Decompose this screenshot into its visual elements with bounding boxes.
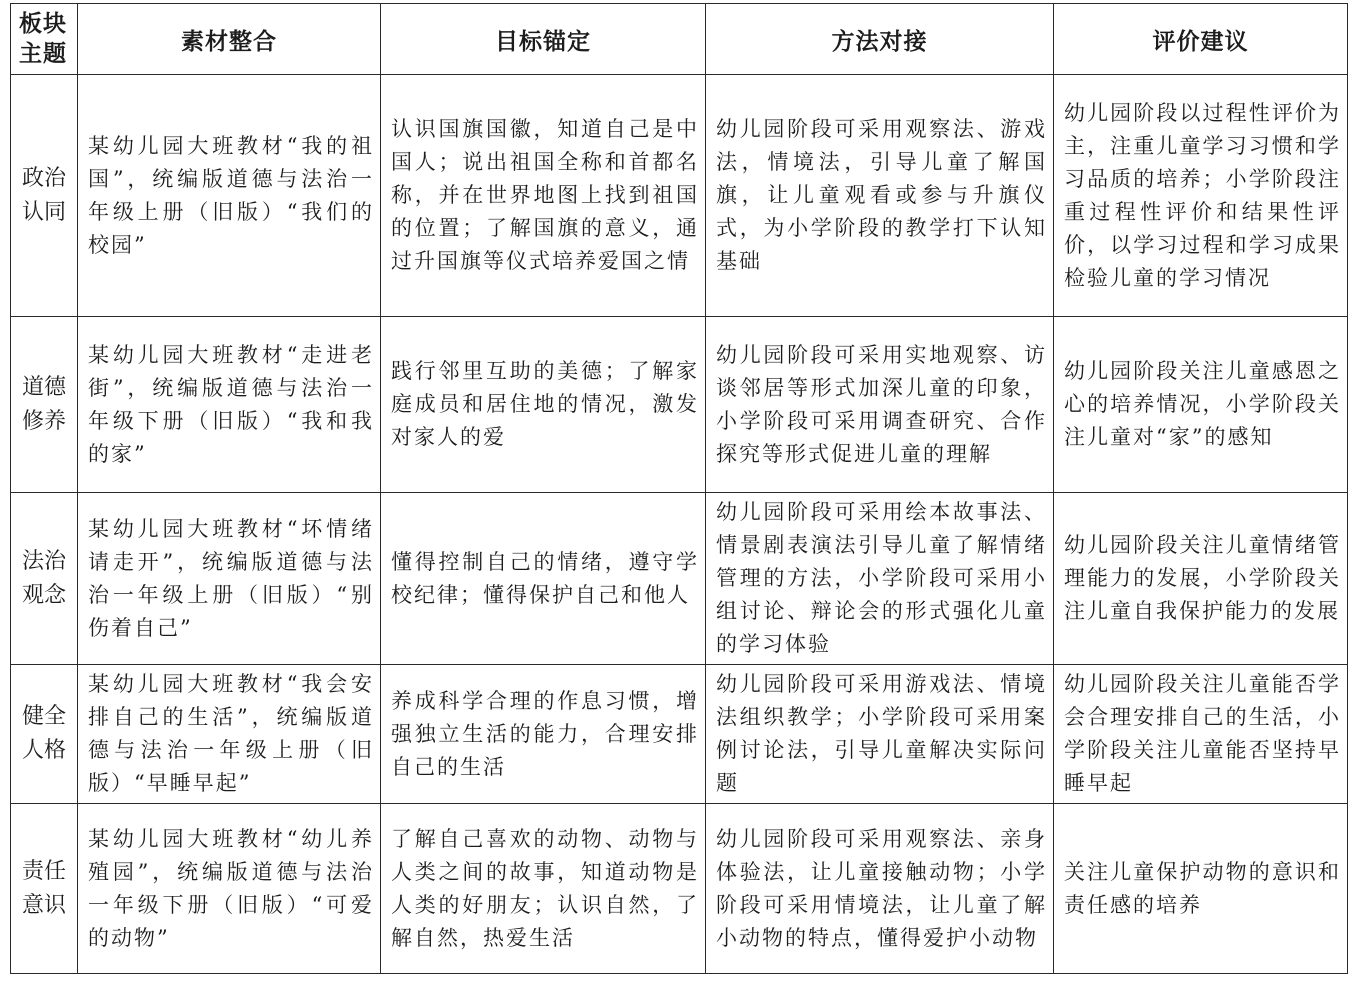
goal-cell: 认识国旗国徽，知道自己是中国人；说出祖国全称和首都名称，并在世界地图上找到祖国的位置；了解国旗的意义，通过升国旗等仪式培养爱国之情: [381, 75, 706, 317]
header-goal: 目标锚定: [381, 4, 706, 75]
material-cell: 某幼儿园大班教材“幼儿养殖园”，统编版道德与法治一年级下册（旧版）“可爱的动物”: [78, 804, 381, 974]
header-theme: 板块主题: [11, 4, 78, 75]
material-cell: 某幼儿园大班教材“走进老街”，统编版道德与法治一年级下册（旧版）“我和我的家”: [78, 317, 381, 493]
method-cell: 幼儿园阶段可采用观察法、游戏法，情境法，引导儿童了解国旗，让儿童观看或参与升旗仪式，为小学阶段的教学打下认知基础: [706, 75, 1054, 317]
goal-cell: 懂得控制自己的情绪，遵守学校纪律；懂得保护自己和他人: [381, 493, 706, 665]
theme-cell: 健全人格: [11, 665, 78, 804]
method-cell: 幼儿园阶段可采用观察法、亲身体验法，让儿童接触动物；小学阶段可采用情境法，让儿童了解小动物的特点，懂得爱护小动物: [706, 804, 1054, 974]
evaluation-cell: 幼儿园阶段关注儿童情绪管理能力的发展，小学阶段关注儿童自我保护能力的发展: [1054, 493, 1348, 665]
theme-cell: 政治认同: [11, 75, 78, 317]
evaluation-cell: 幼儿园阶段以过程性评价为主，注重儿童学习习惯和学习品质的培养；小学阶段注重过程性评价和结果性评价，以学习过程和学习成果检验儿童的学习情况: [1054, 75, 1348, 317]
header-evaluation: 评价建议: [1054, 4, 1348, 75]
table-row: [11, 317, 1348, 493]
theme-cell: 道德修养: [11, 317, 78, 493]
evaluation-cell: 幼儿园阶段关注儿童能否学会合理安排自己的生活，小学阶段关注儿童能否坚持早睡早起: [1054, 665, 1348, 804]
method-cell: 幼儿园阶段可采用绘本故事法、情景剧表演法引导儿童了解情绪管理的方法，小学阶段可采用小组讨论、辩论会的形式强化儿童的学习体验: [706, 493, 1054, 665]
material-cell: 某幼儿园大班教材“坏情绪请走开”，统编版道德与法治一年级上册（旧版）“别伤着自己”: [78, 493, 381, 665]
material-cell: 某幼儿园大班教材“我的祖国”，统编版道德与法治一年级上册（旧版）“我们的校园”: [78, 75, 381, 317]
table-row: [11, 665, 1348, 804]
header-method: 方法对接: [706, 4, 1054, 75]
goal-cell: 践行邻里互助的美德；了解家庭成员和居住地的情况，激发对家人的爱: [381, 317, 706, 493]
theme-cell: 法治观念: [11, 493, 78, 665]
theme-cell: 责任意识: [11, 804, 78, 974]
evaluation-cell: 幼儿园阶段关注儿童感恩之心的培养情况，小学阶段关注儿童对“家”的感知: [1054, 317, 1348, 493]
header-row: [11, 4, 1348, 75]
material-cell: 某幼儿园大班教材“我会安排自己的生活”，统编版道德与法治一年级上册（旧版）“早睡早起”: [78, 665, 381, 804]
header-material: 素材整合: [78, 4, 381, 75]
method-cell: 幼儿园阶段可采用游戏法、情境法组织教学；小学阶段可采用案例讨论法，引导儿童解决实际问题: [706, 665, 1054, 804]
table-row: [11, 804, 1348, 974]
curriculum-table: [10, 3, 1348, 974]
goal-cell: 养成科学合理的作息习惯，增强独立生活的能力，合理安排自己的生活: [381, 665, 706, 804]
table-row: [11, 493, 1348, 665]
goal-cell: 了解自己喜欢的动物、动物与人类之间的故事，知道动物是人类的好朋友；认识自然，了解自然，热爱生活: [381, 804, 706, 974]
table-row: [11, 75, 1348, 317]
method-cell: 幼儿园阶段可采用实地观察、访谈邻居等形式加深儿童的印象，小学阶段可采用调查研究、合作探究等形式促进儿童的理解: [706, 317, 1054, 493]
evaluation-cell: 关注儿童保护动物的意识和责任感的培养: [1054, 804, 1348, 974]
